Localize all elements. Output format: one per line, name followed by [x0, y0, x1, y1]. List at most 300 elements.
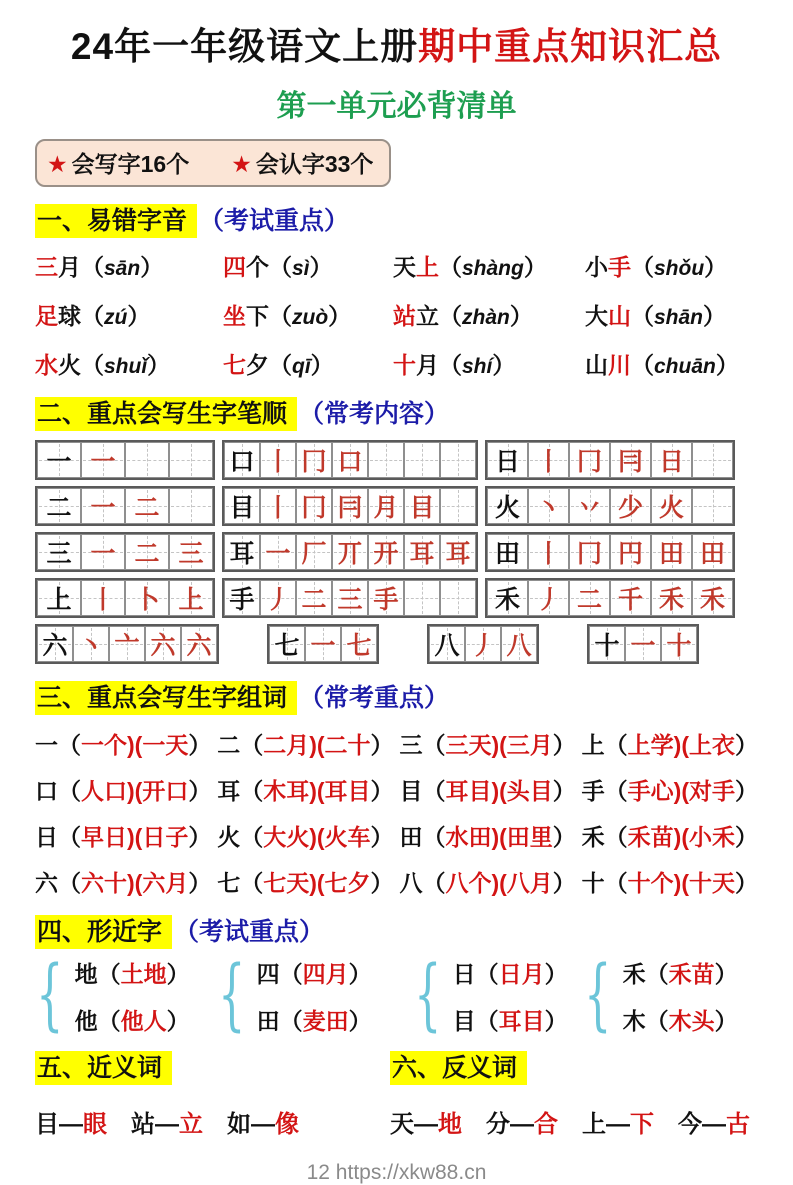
- entry-char: 二: [217, 731, 241, 758]
- grid-cell-stroke: [332, 580, 368, 616]
- grid-cell-stroke: [109, 626, 145, 662]
- pair-dash: —: [155, 1110, 179, 1138]
- similar-line: [257, 956, 372, 989]
- paren-close: ）: [734, 777, 758, 804]
- pinyin-entry: [585, 298, 758, 331]
- paren-open: （: [422, 869, 446, 896]
- stroke-glyph: 八: [506, 631, 532, 660]
- word-red: 手心: [627, 777, 674, 804]
- paren-mid: )(: [673, 823, 689, 850]
- paren-close: ）: [348, 960, 372, 987]
- stroke-glyph: 一: [630, 631, 656, 660]
- stroke-glyph: 丌: [337, 539, 363, 568]
- paren-close: ）: [734, 823, 758, 850]
- paren-open: （: [604, 777, 628, 804]
- stroke-glyph: 十: [666, 631, 692, 660]
- paren-mid: )(: [127, 777, 143, 804]
- paren-close: ）: [552, 777, 576, 804]
- paren-close: ）: [166, 1007, 190, 1034]
- entry-char: 田: [399, 823, 423, 850]
- write-count-label: 会写字16个: [71, 150, 190, 177]
- character-glyph: 手: [229, 585, 255, 614]
- grid-cell-stroke: [81, 442, 125, 478]
- stroke-glyph: 冃: [617, 447, 643, 476]
- entry-char: 禾: [622, 960, 646, 987]
- entry-char: 田: [256, 1007, 280, 1034]
- grid-cell-stroke: [440, 534, 476, 570]
- word-entry: [582, 819, 758, 852]
- grid-cell-stroke: [368, 488, 404, 524]
- grid-cell-stroke: [73, 626, 109, 662]
- grid-cell-stroke: [260, 488, 296, 524]
- grid-cell-stroke: [169, 488, 213, 524]
- entry-char: 十: [581, 869, 605, 896]
- stroke-glyph: 耳: [409, 539, 435, 568]
- word-entry: [35, 865, 211, 898]
- grid-cell-character: [487, 442, 528, 478]
- pinyin-entry: [223, 347, 393, 380]
- word-red: 耳目: [498, 1007, 545, 1034]
- paren-open: （: [58, 777, 81, 804]
- word-red: 六十: [81, 869, 127, 896]
- grid-cell-stroke: [404, 442, 440, 478]
- paren-close: ）: [703, 302, 727, 329]
- stroke-grid: [485, 440, 735, 480]
- pinyin-text: chuān: [654, 354, 716, 378]
- stroke-glyph: 上: [178, 585, 204, 614]
- character-glyph: 七: [274, 631, 300, 660]
- stroke-glyph: 禾: [658, 585, 684, 614]
- character-glyph: 耳: [229, 539, 255, 568]
- pinyin-grid: [35, 249, 758, 380]
- grid-cell-stroke: [169, 442, 213, 478]
- stroke-glyph: 耳: [445, 539, 471, 568]
- word-entry: [582, 727, 758, 760]
- stroke-glyph: 亠: [114, 631, 140, 660]
- grid-cell-stroke: [501, 626, 537, 662]
- word-red: 十天: [688, 869, 735, 896]
- word-red: 他人: [120, 1007, 167, 1034]
- similar-line: [623, 956, 738, 989]
- grid-cell-character: [589, 626, 625, 662]
- word-red: 四月: [302, 960, 349, 987]
- paren-close: ）: [714, 1007, 738, 1034]
- paren-close: ）: [348, 1007, 372, 1034]
- grid-cell-stroke: [610, 488, 651, 524]
- similar-group: [217, 950, 413, 1041]
- stroke-glyph: 一: [310, 631, 336, 660]
- grid-cell-stroke: [305, 626, 341, 662]
- pinyin-text: sì: [292, 256, 310, 280]
- pair-dash: —: [59, 1110, 83, 1138]
- similar-line: [623, 1003, 738, 1036]
- word-red: 木耳: [263, 777, 310, 804]
- entry-char: 小: [585, 253, 608, 280]
- stroke-glyph: 二: [576, 585, 602, 614]
- word-entry: [217, 773, 393, 806]
- stroke-grid: [222, 532, 478, 572]
- entry-char: 手: [581, 777, 605, 804]
- entry-char: 日: [35, 823, 58, 850]
- stroke-glyph: 丿: [470, 631, 496, 660]
- stroke-glyph: 三: [178, 539, 204, 568]
- entry-char: 六: [35, 869, 58, 896]
- word-entry: [582, 865, 758, 898]
- grid-cell-stroke: [368, 442, 404, 478]
- grid-cell-stroke: [465, 626, 501, 662]
- section2-title: 二、重点会写生字笔顺: [35, 397, 297, 431]
- pinyin-entry: [223, 298, 393, 331]
- paren-open: （: [604, 869, 628, 896]
- entry-char: 目: [399, 777, 423, 804]
- paren-open: （: [81, 351, 104, 378]
- grid-cell-stroke: [440, 442, 476, 478]
- paren-open: （: [422, 823, 446, 850]
- pinyin-entry: [585, 347, 758, 380]
- paren-open: （: [422, 777, 446, 804]
- entry-char: 他: [74, 1007, 98, 1034]
- grid-cell-character: [224, 580, 260, 616]
- word-pair: [35, 1104, 107, 1139]
- stroke-glyph: 七: [346, 631, 372, 660]
- stroke-glyph: 二: [134, 493, 160, 522]
- grid-cell-character: [37, 442, 81, 478]
- page-title: [35, 26, 758, 69]
- stroke-glyph: 丨: [265, 493, 291, 522]
- paren-close: ）: [544, 1007, 568, 1034]
- word-entry: [399, 819, 575, 852]
- page-title-red: 期中重点知识汇总: [418, 26, 723, 67]
- grid-cell-stroke: [341, 626, 377, 662]
- word-pair: [486, 1104, 558, 1139]
- word-red: 耳目: [445, 777, 492, 804]
- paren-close: ）: [492, 351, 516, 378]
- entry-char: 上: [416, 253, 439, 280]
- entry-char: 三: [35, 253, 58, 280]
- grid-cell-stroke: [125, 580, 169, 616]
- stroke-glyph: 二: [301, 585, 327, 614]
- pair-first: 今: [678, 1110, 702, 1138]
- entry-char: 一: [35, 731, 58, 758]
- paren-close: ）: [127, 302, 151, 329]
- similar-line: [257, 1003, 372, 1036]
- entry-char: 地: [74, 960, 98, 987]
- grid-cell-stroke: [661, 626, 697, 662]
- entry-char: 手: [608, 253, 631, 280]
- pinyin-text: zhàn: [462, 305, 510, 329]
- character-glyph: 二: [46, 493, 72, 522]
- word-pair: [582, 1104, 654, 1139]
- pinyin-entry: [223, 249, 393, 282]
- pinyin-entry: [393, 347, 585, 380]
- grid-cell-stroke: [260, 534, 296, 570]
- word-red: 八个: [445, 869, 492, 896]
- pair-first: 上: [582, 1110, 606, 1138]
- grid-cell-stroke: [692, 488, 733, 524]
- stroke-grid: [35, 440, 215, 480]
- word-entry: [399, 865, 575, 898]
- pair-second: 下: [630, 1110, 654, 1138]
- grid-cell-character: [224, 488, 260, 524]
- paren-mid: )(: [673, 731, 689, 758]
- section5-heading: [35, 1048, 390, 1084]
- grid-cell-stroke: [692, 442, 733, 478]
- paren-open: （: [604, 731, 628, 758]
- word-row: [35, 819, 758, 852]
- stroke-glyph: 口: [337, 447, 363, 476]
- similar-lines: [257, 956, 372, 1036]
- grid-cell-stroke: [368, 534, 404, 570]
- grid-cell-stroke: [610, 442, 651, 478]
- paren-close: ）: [552, 823, 576, 850]
- similar-group: [413, 950, 583, 1041]
- grid-cell-stroke: [692, 534, 733, 570]
- word-red: 三月: [506, 731, 553, 758]
- grid-cell-stroke: [332, 534, 368, 570]
- grid-cell-stroke: [569, 488, 610, 524]
- word-pair: [227, 1104, 299, 1139]
- stroke-glyph: 一: [90, 447, 116, 476]
- grid-cell-character: [37, 626, 73, 662]
- similar-group: [35, 950, 217, 1041]
- grid-cell-stroke: [368, 580, 404, 616]
- stroke-glyph: 丷: [576, 493, 602, 522]
- entry-char: 足: [35, 302, 58, 329]
- stroke-glyph: 丿: [265, 585, 291, 614]
- section2-heading: [35, 394, 758, 430]
- grid-cell-stroke: [296, 580, 332, 616]
- similar-lines: [75, 956, 190, 1036]
- entry-char: 四: [256, 960, 280, 987]
- paren-mid: )(: [673, 777, 689, 804]
- paren-close: ）: [370, 777, 394, 804]
- pinyin-text: qī: [292, 354, 311, 378]
- page-footer: 12 https://xkw88.cn: [306, 1160, 487, 1184]
- synonyms-row: [35, 1104, 390, 1139]
- stroke-glyph: 一: [90, 539, 116, 568]
- word-red: 一天: [142, 731, 189, 758]
- similar-line: [75, 956, 190, 989]
- word-red: 二月: [263, 731, 310, 758]
- stroke-glyph: 丶: [78, 631, 104, 660]
- stroke-glyph: 日: [658, 447, 684, 476]
- paren-open: （: [240, 731, 264, 758]
- paren-close: ）: [509, 302, 533, 329]
- brace-icon: {: [218, 950, 246, 1041]
- stroke-glyph: 卜: [134, 585, 160, 614]
- entry-char: 火: [58, 351, 81, 378]
- word-red: 禾苗: [668, 960, 715, 987]
- paren-open: （: [240, 823, 264, 850]
- word-red: 小禾: [688, 823, 735, 850]
- brace-icon: {: [414, 950, 442, 1041]
- section2-note: （常考内容）: [299, 399, 450, 428]
- entry-char: 口: [35, 777, 58, 804]
- pinyin-entry: [35, 249, 223, 282]
- character-glyph: 目: [229, 493, 255, 522]
- grid-cell-stroke: [528, 534, 569, 570]
- character-glyph: 禾: [494, 585, 520, 614]
- section1-heading: [35, 201, 758, 237]
- stroke-glyph: 火: [658, 493, 684, 522]
- grid-cell-stroke: [651, 580, 692, 616]
- word-red: 人口: [81, 777, 127, 804]
- pair-dash: —: [251, 1110, 275, 1138]
- grid-cell-stroke: [81, 488, 125, 524]
- word-red: 二十: [324, 731, 371, 758]
- paren-open: （: [240, 777, 264, 804]
- word-red: 上学: [627, 731, 674, 758]
- pair-second: 古: [726, 1110, 750, 1138]
- grid-cell-stroke: [145, 626, 181, 662]
- stroke-glyph: 六: [186, 631, 212, 660]
- entry-char: 个: [246, 253, 269, 280]
- pair-second: 像: [275, 1110, 299, 1138]
- grid-cell-stroke: [651, 534, 692, 570]
- stroke-glyph: 目: [409, 493, 435, 522]
- paren-open: （: [439, 302, 462, 329]
- word-red: 对手: [688, 777, 735, 804]
- paren-close: ）: [147, 351, 171, 378]
- paren-mid: )(: [127, 731, 143, 758]
- word-entry: [35, 773, 211, 806]
- stroke-glyph: 丨: [535, 447, 561, 476]
- grid-cell-stroke: [625, 626, 661, 662]
- pinyin-text: shǒu: [654, 256, 705, 280]
- grid-cell-stroke: [125, 488, 169, 524]
- grid-cell-character: [224, 534, 260, 570]
- pinyin-entry: [35, 298, 223, 331]
- grid-cell-stroke: [181, 626, 217, 662]
- word-red: 开口: [142, 777, 189, 804]
- grid-cell-stroke: [404, 488, 440, 524]
- section1-title: 一、易错字音: [35, 204, 197, 238]
- word-red: 七天: [263, 869, 310, 896]
- section3-title: 三、重点会写生字组词: [35, 681, 297, 715]
- grid-cell-stroke: [528, 488, 569, 524]
- pair-second: 地: [438, 1110, 462, 1138]
- grid-cell-stroke: [296, 442, 332, 478]
- stroke-glyph: 円: [617, 539, 643, 568]
- word-red: 一个: [81, 731, 127, 758]
- word-row: [35, 865, 758, 898]
- word-entry: [582, 773, 758, 806]
- paren-mid: )(: [491, 777, 507, 804]
- grid-cell-character: [37, 580, 81, 616]
- entry-char: 八: [399, 869, 423, 896]
- stroke-grid: [587, 624, 699, 664]
- grid-cell-stroke: [260, 580, 296, 616]
- pair-first: 如: [227, 1110, 251, 1138]
- word-pair: [678, 1104, 750, 1139]
- syn-ant-headings: [35, 1048, 758, 1084]
- grid-cell-stroke: [296, 534, 332, 570]
- word-row: [35, 773, 758, 806]
- word-entry: [217, 819, 393, 852]
- stroke-glyph: 丨: [535, 539, 561, 568]
- grid-cell-character: [37, 488, 81, 524]
- stroke-glyph: 二: [134, 539, 160, 568]
- grid-cell-stroke: [125, 442, 169, 478]
- stroke-glyph: 三: [337, 585, 363, 614]
- character-glyph: 田: [494, 539, 520, 568]
- stroke-grid: [222, 440, 478, 480]
- stroke-glyph: 冂: [301, 493, 327, 522]
- paren-open: （: [269, 302, 292, 329]
- character-glyph: 口: [229, 447, 255, 476]
- character-glyph: 上: [46, 585, 72, 614]
- paren-mid: )(: [491, 869, 507, 896]
- entry-char: 七: [223, 351, 246, 378]
- paren-open: （: [439, 351, 462, 378]
- paren-close: ）: [188, 777, 212, 804]
- stroke-grid-col1: [35, 440, 215, 618]
- pair-dash: —: [414, 1110, 438, 1138]
- stroke-glyph: 一: [90, 493, 116, 522]
- grid-cell-stroke: [610, 534, 651, 570]
- pair-second: 合: [534, 1110, 558, 1138]
- paren-close: ）: [552, 731, 576, 758]
- stroke-glyph: 开: [373, 539, 399, 568]
- word-pair: [131, 1104, 203, 1139]
- paren-mid: )(: [309, 869, 325, 896]
- paren-open: （: [631, 253, 654, 280]
- word-red: 十个: [627, 869, 674, 896]
- pair-dash: —: [702, 1110, 726, 1138]
- entry-char: 木: [622, 1007, 646, 1034]
- similar-characters-grid: [35, 950, 758, 1041]
- stroke-grid: [222, 578, 478, 618]
- word-pair: [390, 1104, 462, 1139]
- grid-cell-stroke: [569, 442, 610, 478]
- antonyms-row: [390, 1104, 758, 1139]
- grid-cell-stroke: [651, 442, 692, 478]
- stroke-grid-col2: [222, 440, 478, 618]
- entry-char: 夕: [246, 351, 269, 378]
- entry-char: 日: [452, 960, 476, 987]
- word-red: 八月: [506, 869, 553, 896]
- stroke-grid-col3: [485, 440, 735, 618]
- paren-close: ）: [328, 302, 352, 329]
- grid-cell-stroke: [692, 580, 733, 616]
- stroke-grid: [427, 624, 539, 664]
- grid-cell-stroke: [81, 534, 125, 570]
- grid-cell-character: [37, 534, 81, 570]
- similar-line: [75, 1003, 190, 1036]
- paren-close: ）: [166, 960, 190, 987]
- grid-cell-stroke: [440, 488, 476, 524]
- paren-close: ）: [544, 960, 568, 987]
- word-red: 水田: [445, 823, 492, 850]
- stroke-grid: [35, 486, 215, 526]
- paren-close: ）: [523, 253, 547, 280]
- grid-cell-stroke: [81, 580, 125, 616]
- stroke-glyph: 丨: [90, 585, 116, 614]
- paren-open: （: [279, 960, 303, 987]
- stroke-grid-bottom-row: [35, 624, 758, 664]
- entry-char: 月: [416, 351, 439, 378]
- paren-mid: )(: [127, 823, 143, 850]
- entry-char: 七: [217, 869, 241, 896]
- word-red: 田里: [506, 823, 553, 850]
- paren-close: ）: [370, 823, 394, 850]
- pinyin-entry: [393, 249, 585, 282]
- entry-char: 立: [416, 302, 439, 329]
- similar-group: [583, 950, 758, 1041]
- entry-char: 川: [608, 351, 631, 378]
- character-glyph: 十: [594, 631, 620, 660]
- paren-open: （: [240, 869, 264, 896]
